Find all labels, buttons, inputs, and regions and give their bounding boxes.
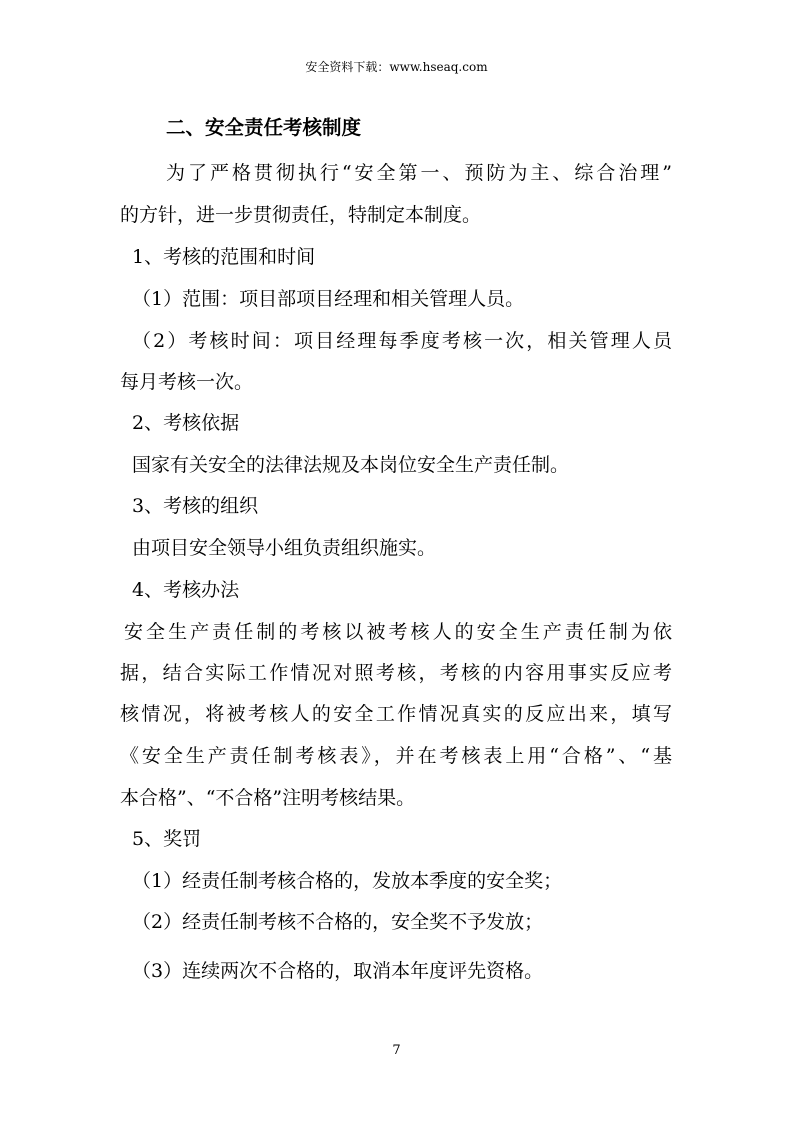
s4-line-5: 本合格”、“不合格”注明考核结果。 — [120, 787, 416, 809]
s5-title: 5、奖罚 — [132, 828, 202, 850]
s1-item-2-line-2: 每月考核一次。 — [120, 371, 254, 393]
intro-line-2: 的方针，进一步贯彻责任，特制定本制度。 — [120, 204, 482, 226]
page-number: 7 — [392, 1043, 401, 1058]
intro-line-1: 为了严格贯彻执行“安全第一、预防为主、综合治理” — [166, 162, 672, 184]
s4-line-2: 据，结合实际工作情况对照考核，考核的内容用事实反应考 — [120, 662, 672, 684]
s1-item-1: （1）范围：项目部项目经理和相关管理人员。 — [132, 288, 525, 310]
s5-item-2: （2）经责任制考核不合格的，安全奖不予发放； — [132, 911, 544, 933]
s5-item-3: （3）连续两次不合格的，取消本年度评先资格。 — [132, 960, 544, 982]
s5-item-1: （1）经责任制考核合格的，发放本季度的安全奖； — [132, 870, 563, 892]
s4-title: 4、考核办法 — [132, 579, 240, 601]
s1-title: 1、考核的范围和时间 — [132, 246, 316, 268]
s2-title: 2、考核依据 — [132, 412, 240, 434]
s3-text: 由项目安全领导小组负责组织施实。 — [132, 537, 437, 559]
s4-line-3: 核情况，将被考核人的安全工作情况真实的反应出来，填写 — [120, 703, 672, 725]
page-header: 安全资料下载：www.hseaq.com — [305, 60, 488, 74]
s3-title: 3、考核的组织 — [132, 495, 259, 517]
s2-text: 国家有关安全的法律法规及本岗位安全生产责任制。 — [132, 454, 570, 476]
s1-item-2-line-1: （2）考核时间：项目经理每季度考核一次，相关管理人员 — [132, 330, 672, 352]
section-title: 二、安全责任考核制度 — [166, 116, 362, 139]
s4-line-4: 《安全生产责任制考核表》，并在考核表上用“合格”、“基 — [120, 745, 672, 767]
s4-line-1: 安全生产责任制的考核以被考核人的安全生产责任制为依 — [124, 621, 672, 643]
